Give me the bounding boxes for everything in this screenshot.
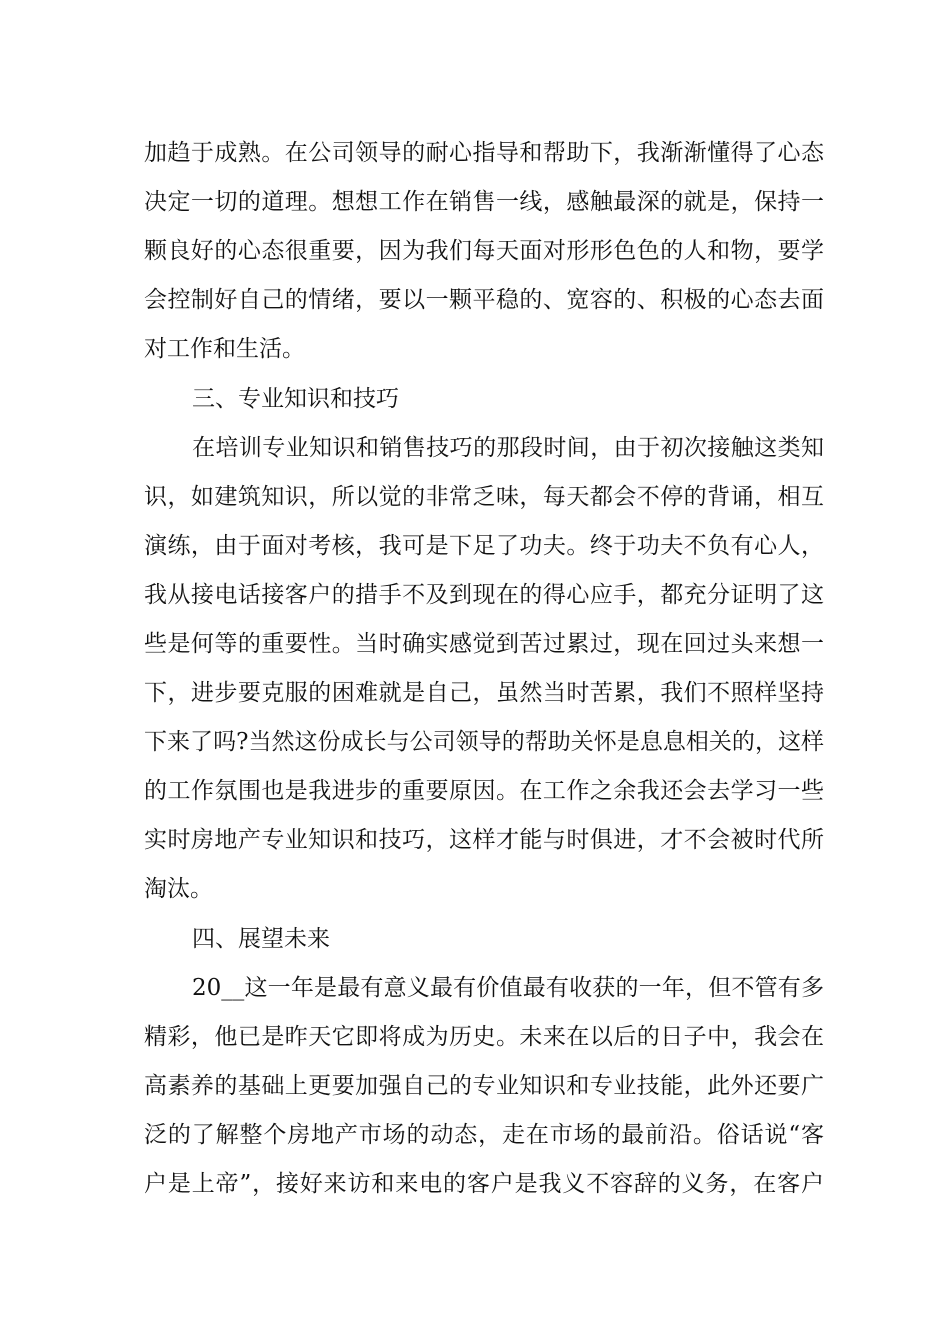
body-text-line: 些是何等的重要性。当时确实感觉到苦过累过，现在回过头来想一: [144, 631, 824, 657]
body-text-line: 精彩，他已是昨天它即将成为历史。未来在以后的日子中，我会在: [144, 1024, 824, 1050]
body-text-line: 的工作氛围也是我进步的重要原因。在工作之余我还会去学习一些: [144, 778, 824, 804]
body-text-line: 识，如建筑知识，所以觉的非常乏味，每天都会不停的背诵，相互: [144, 484, 824, 510]
section-heading: 三、专业知识和技巧: [192, 386, 399, 412]
body-text-line: 20__这一年是最有意义最有价值最有收获的一年，但不管有多: [192, 975, 824, 1001]
body-text-line: 决定一切的道理。想想工作在销售一线，感触最深的就是，保持一: [144, 189, 824, 215]
body-text-line: 泛的了解整个房地产市场的动态，走在市场的最前沿。俗话说“客: [144, 1122, 824, 1148]
body-text-line: 户是上帝”，接好来访和来电的客户是我义不容辞的义务，在客户: [144, 1171, 824, 1197]
body-text-line: 演练，由于面对考核，我可是下足了功夫。终于功夫不负有心人，: [144, 533, 824, 559]
body-text-line: 我从接电话接客户的措手不及到现在的得心应手，都充分证明了这: [144, 582, 824, 608]
body-text-line: 颗良好的心态很重要，因为我们每天面对形形色色的人和物，要学: [144, 238, 824, 264]
body-text-line: 高素养的基础上更要加强自己的专业知识和专业技能，此外还要广: [144, 1073, 824, 1099]
body-text-line: 下，进步要克服的困难就是自己，虽然当时苦累，我们不照样坚持: [144, 680, 824, 706]
body-text-line: 加趋于成熟。在公司领导的耐心指导和帮助下，我渐渐懂得了心态: [144, 140, 824, 166]
body-text-line: 淘汰。: [144, 876, 213, 902]
body-text-line: 对工作和生活。: [144, 336, 305, 362]
body-text-line: 实时房地产专业知识和技巧，这样才能与时俱进，才不会被时代所: [144, 827, 824, 853]
body-text-line: 在培训专业知识和销售技巧的那段时间，由于初次接触这类知: [192, 435, 824, 461]
body-text-line: 下来了吗?当然这份成长与公司领导的帮助关怀是息息相关的，这样: [144, 729, 824, 755]
section-heading: 四、展望未来: [192, 926, 330, 952]
body-text-line: 会控制好自己的情绪，要以一颗平稳的、宽容的、积极的心态去面: [144, 287, 824, 313]
